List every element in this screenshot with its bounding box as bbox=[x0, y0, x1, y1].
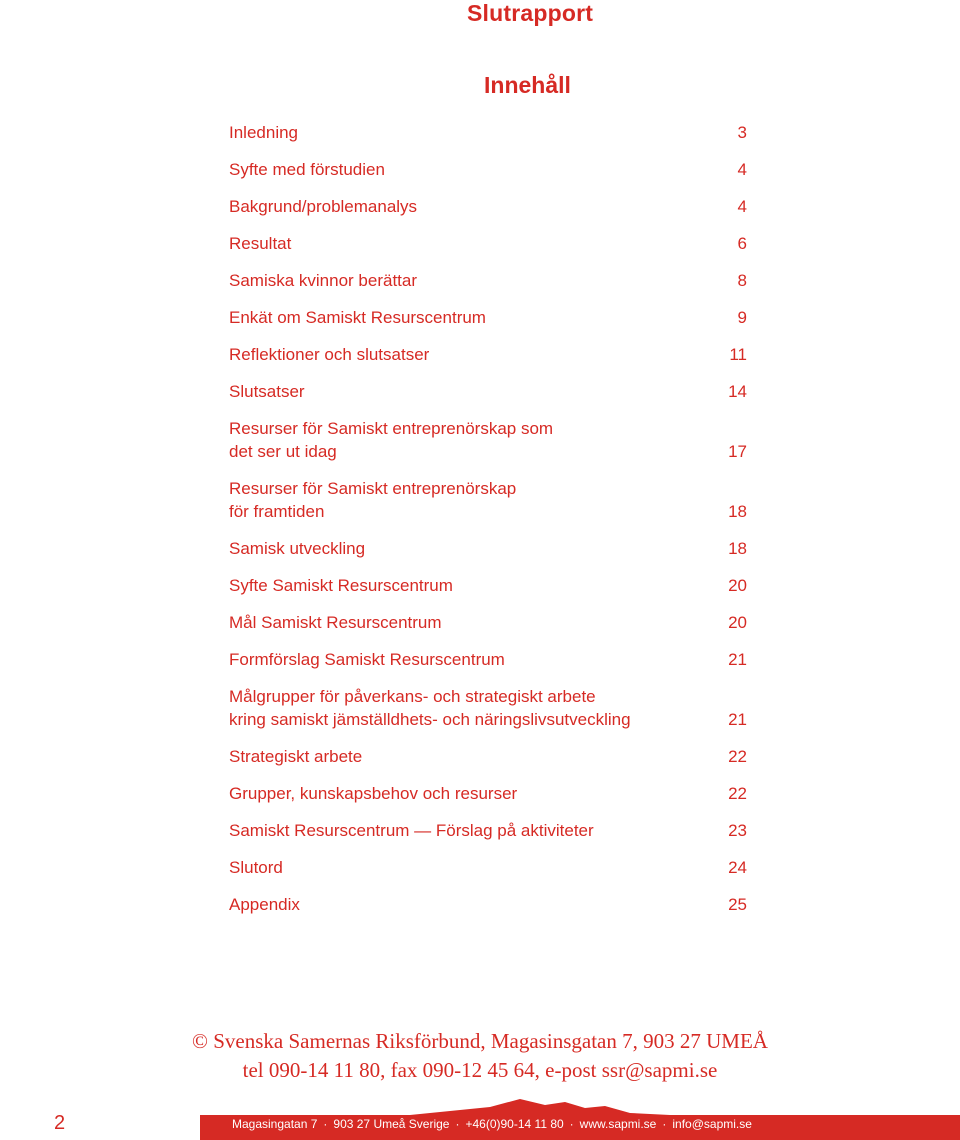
toc-entry-page-number: 17 bbox=[728, 442, 747, 461]
toc-entry-label-line: Mål Samiskt Resurscentrum bbox=[229, 613, 442, 632]
toc-entry-label bbox=[229, 685, 747, 731]
toc-entry-page-number: 20 bbox=[728, 613, 747, 632]
band-separator: · bbox=[323, 1117, 328, 1131]
band-address: Magasingatan 7 bbox=[232, 1117, 318, 1131]
toc-entry-label-line: Strategiskt arbete bbox=[229, 747, 363, 766]
toc-entry[interactable] bbox=[229, 343, 747, 366]
toc-entry-label-line: Samisk utveckling bbox=[229, 539, 366, 558]
toc-entry-label bbox=[229, 195, 747, 218]
toc-entry[interactable] bbox=[229, 685, 747, 731]
toc-entry[interactable] bbox=[229, 380, 747, 403]
toc-entry[interactable] bbox=[229, 195, 747, 218]
toc-entry[interactable] bbox=[229, 269, 747, 292]
toc-entry-page-number: 22 bbox=[728, 747, 747, 766]
toc-entry-label bbox=[229, 611, 747, 634]
toc-entry-label bbox=[229, 893, 747, 916]
band-city: 903 27 Umeå Sverige bbox=[333, 1117, 450, 1131]
toc-entry-label-line: Inledning bbox=[229, 123, 299, 142]
toc-entry-page-number: 11 bbox=[729, 345, 747, 364]
toc-entry-label bbox=[229, 158, 747, 181]
toc-entry-label-line: Slutord bbox=[229, 858, 283, 877]
toc-entry-label-line: Målgrupper för påverkans- och strategiskt arbete bbox=[229, 687, 596, 706]
toc-entry[interactable] bbox=[229, 158, 747, 181]
document-title: Slutrapport bbox=[467, 0, 594, 26]
footer-contact-line: tel 090-14 11 80, fax 090-12 45 64, e-post ssr@sapmi.se bbox=[242, 1058, 718, 1082]
toc-entry-label bbox=[229, 648, 747, 671]
toc-entry-label-line: Syfte med förstudien bbox=[229, 160, 385, 179]
toc-entry-page-number: 4 bbox=[737, 160, 747, 179]
toc-entry-label-line: för framtiden bbox=[229, 502, 325, 521]
toc-entry-page-number: 3 bbox=[737, 123, 747, 142]
toc-entry[interactable] bbox=[229, 574, 747, 597]
toc-entry-label-line: Syfte Samiskt Resurscentrum bbox=[229, 576, 453, 595]
toc-entry[interactable] bbox=[229, 121, 747, 144]
toc-entry-page-number: 9 bbox=[737, 308, 747, 327]
toc-entry-label-line: Resultat bbox=[229, 234, 292, 253]
toc-entry-page-number: 8 bbox=[737, 271, 747, 290]
toc-entry-label bbox=[229, 343, 747, 366]
toc-entry-label-line: Grupper, kunskapsbehov och resurser bbox=[229, 784, 518, 803]
toc-entry[interactable] bbox=[229, 648, 747, 671]
band-separator: · bbox=[662, 1117, 667, 1131]
toc-entry-label-line: Bakgrund/problemanalys bbox=[229, 197, 418, 216]
toc-entry-page-number: 20 bbox=[728, 576, 747, 595]
toc-entry[interactable] bbox=[229, 745, 747, 768]
toc-entry[interactable] bbox=[229, 232, 747, 255]
toc-entry-label bbox=[229, 477, 747, 523]
toc-entry[interactable] bbox=[229, 477, 747, 523]
band-separator: · bbox=[455, 1117, 460, 1131]
footer-copyright-line: © Svenska Samernas Riksförbund, Magasinsgatan 7, 903 27 UMEÅ bbox=[192, 1029, 768, 1053]
table-of-contents bbox=[229, 121, 747, 930]
toc-entry-label bbox=[229, 574, 747, 597]
toc-entry-page-number: 22 bbox=[728, 784, 747, 803]
toc-entry[interactable] bbox=[229, 819, 747, 842]
toc-entry-label-line: Resurser för Samiskt entreprenörskap bbox=[229, 479, 517, 498]
toc-entry[interactable] bbox=[229, 537, 747, 560]
toc-entry[interactable] bbox=[229, 893, 747, 916]
toc-entry-label-line: kring samiskt jämställdhets- och näringslivsutveckling bbox=[229, 710, 631, 729]
toc-entry[interactable] bbox=[229, 306, 747, 329]
toc-entry-label-line: Formförslag Samiskt Resurscentrum bbox=[229, 650, 505, 669]
toc-entry-label-line: Resurser för Samiskt entreprenörskap som bbox=[229, 419, 554, 438]
toc-entry-label-line: Slutsatser bbox=[229, 382, 305, 401]
toc-entry-page-number: 24 bbox=[728, 858, 747, 877]
toc-entry-page-number: 14 bbox=[728, 382, 747, 401]
toc-entry-label-line: Samiska kvinnor berättar bbox=[229, 271, 418, 290]
footer-band-contact bbox=[232, 1117, 752, 1131]
toc-entry-label bbox=[229, 269, 747, 292]
toc-entry-label bbox=[229, 856, 747, 879]
toc-entry-page-number: 6 bbox=[737, 234, 747, 253]
toc-entry[interactable] bbox=[229, 782, 747, 805]
page-number: 2 bbox=[54, 1112, 66, 1134]
toc-entry-page-number: 18 bbox=[728, 539, 747, 558]
band-separator: · bbox=[569, 1117, 574, 1131]
toc-entry[interactable] bbox=[229, 856, 747, 879]
toc-entry[interactable] bbox=[229, 417, 747, 463]
toc-entry-label bbox=[229, 232, 747, 255]
toc-entry-label bbox=[229, 819, 747, 842]
band-phone: +46(0)90-14 11 80 bbox=[465, 1117, 564, 1131]
toc-entry-label bbox=[229, 380, 747, 403]
toc-entry-label bbox=[229, 306, 747, 329]
toc-entry-label bbox=[229, 121, 747, 144]
toc-entry[interactable] bbox=[229, 611, 747, 634]
band-email-link[interactable]: info@sapmi.se bbox=[672, 1117, 752, 1131]
toc-entry-page-number: 21 bbox=[728, 650, 747, 669]
toc-entry-label bbox=[229, 745, 747, 768]
toc-entry-page-number: 23 bbox=[728, 821, 747, 840]
toc-entry-label bbox=[229, 782, 747, 805]
toc-heading: Innehåll bbox=[484, 72, 571, 98]
footer-contact bbox=[0, 1027, 960, 1085]
toc-entry-label-line: det ser ut idag bbox=[229, 442, 337, 461]
toc-entry-label bbox=[229, 417, 747, 463]
toc-entry-label-line: Reflektioner och slutsatser bbox=[229, 345, 430, 364]
toc-entry-page-number: 4 bbox=[737, 197, 747, 216]
toc-entry-label-line: Samiskt Resurscentrum — Förslag på aktiviteter bbox=[229, 821, 594, 840]
toc-entry-label bbox=[229, 537, 747, 560]
band-web-link[interactable]: www.sapmi.se bbox=[579, 1117, 657, 1131]
toc-entry-page-number: 18 bbox=[728, 502, 747, 521]
toc-entry-page-number: 21 bbox=[728, 710, 747, 729]
toc-entry-page-number: 25 bbox=[728, 895, 747, 914]
toc-entry-label-line: Enkät om Samiskt Resurscentrum bbox=[229, 308, 486, 327]
toc-entry-label-line: Appendix bbox=[229, 895, 300, 914]
